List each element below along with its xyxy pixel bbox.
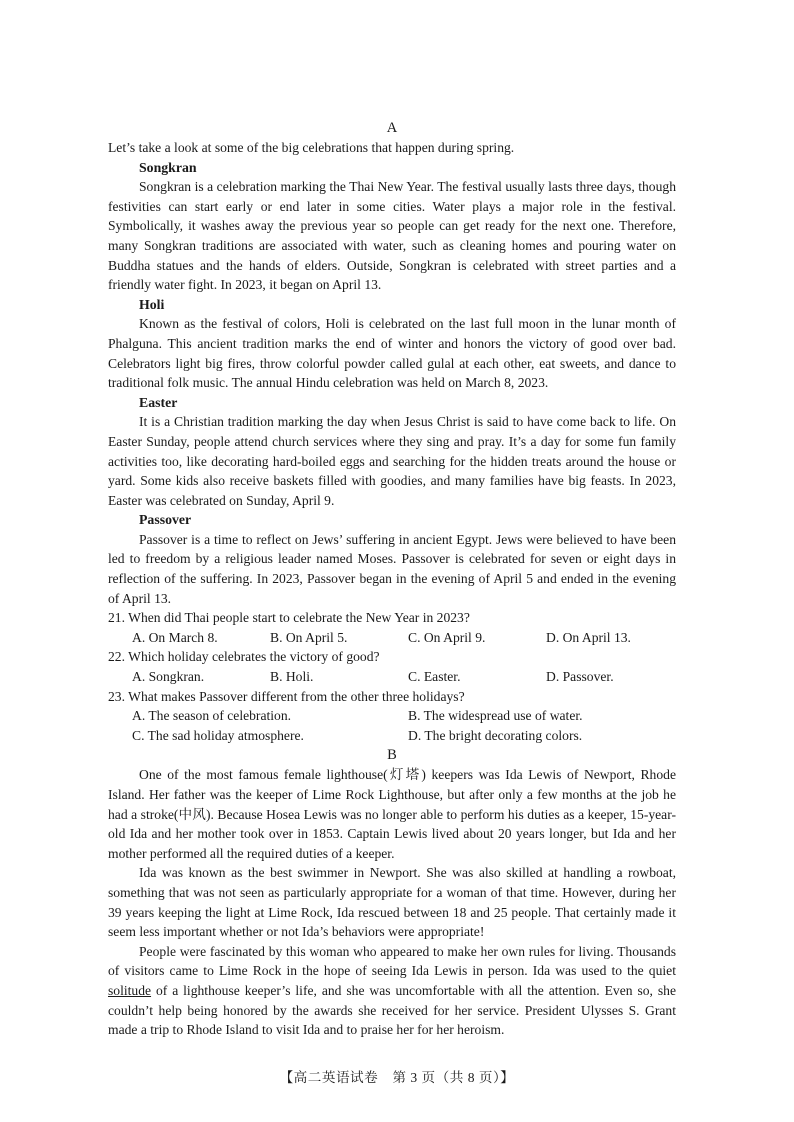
question-23 [108,687,676,746]
page-content [108,118,676,1040]
option-c[interactable]: C. On April 9. [408,629,486,645]
paragraph-songkran: Songkran is a celebration marking the Thai New Year. The festival usually lasts three days, though festivities can start early or end later in some cities. Water plays a major role in the festival. Symbolically, it washes away the previous year so people can get ready for the next one. Therefore, many Songkran traditions are associated with water, such as cleaning homes and pouring water on Buddha statues and the hands of elders. Outside, Songkran is celebrated with street parties and a friendly water fight. In 2023, it began on April 13. [108,179,676,293]
option-a[interactable]: A. On March 8. [132,629,218,645]
passage-b-letter: B [387,747,397,764]
heading-holi: Holi [139,296,165,312]
option-d[interactable]: D. Passover. [546,669,614,685]
paragraph-holi: Known as the festival of colors, Holi is celebrated on the last full moon in the lunar month of Phalguna. This ancient tradition marks the end of winter and honors the victory of good over bad. Celebrators light big fires, throw colorful powder called gulal at each other, eat sweets, and dance to traditional folk music. The annual Hindu celebration was held on March 8, 2023. [108,316,676,391]
option-d[interactable]: D. The bright decorating colors. [408,727,583,743]
option-b[interactable]: B. The widespread use of water. [408,708,583,724]
question-options [108,628,676,648]
paragraph-b-3-end: of a lighthouse keeper’s life, and she was uncomfortable with all the attention. Even so, she couldn’t help being honored by the awards she received for her service. President Ulysses S. Grant made a trip to Rhode Island to visit Ida and to praise her for her heroism. [108,982,676,1038]
paragraph-b-1: One of the most famous female lighthouse(灯塔) keepers was Ida Lewis of Newport, Rhode Island. Her father was the keeper of Lime Rock Lighthouse, but after only a few months at the job he had a stroke(中风). Because Hosea Lewis was no longer able to perform his duties as a keeper, 15-year-old Ida and her mother took over in 1853. Captain Lewis lived about 20 years longer, but Ida and her mother performed all the required duties of a keeper. [108,767,676,861]
page-footer: 【高二英语试卷 第 3 页（共 8 页）】 [279,1070,515,1085]
paragraph-passover: Passover is a time to reflect on Jews’ suffering in ancient Egypt. Jews were believed to have been led to freedom by a religious leader named Moses. Passover is celebrated for seven or eight days in reflection of the suffering. In 2023, Passover began in the evening of April 5 and ended in the evening of April 13. [108,531,676,606]
question-options [108,667,676,687]
passage-a-intro: Let’s take a look at some of the big celebrations that happen during spring. [108,140,515,155]
question-options [108,706,676,745]
question-stem: 23. What makes Passover different from the other three holidays? [108,688,465,704]
option-b[interactable]: B. Holi. [270,669,314,685]
option-c[interactable]: C. Easter. [408,669,461,685]
option-a[interactable]: A. Songkran. [132,669,205,685]
question-stem: 22. Which holiday celebrates the victory of good? [108,649,380,665]
passage-a-letter: A [386,120,398,136]
heading-passover: Passover [139,512,192,528]
option-a[interactable]: A. The season of celebration. [132,708,292,724]
paragraph-easter: It is a Christian tradition marking the day when Jesus Christ is said to have come back to life. On Easter Sunday, people attend church services where they sing and pray. It’s a day for some fun family activities too, like decorating hard-boiled eggs and searching for the hidden treats around the house or yard. Some kids also receive baskets filled with goodies, and many families have big feasts. In 2023, Easter was celebrated on Sunday, April 9. [108,414,676,508]
question-stem: 21. When did Thai people start to celebrate the New Year in 2023? [108,610,470,626]
underlined-word: solitude [108,982,152,998]
question-22 [108,647,676,686]
question-21 [108,608,676,647]
option-b[interactable]: B. On April 5. [270,629,348,645]
paragraph-b-3-start: People were fascinated by this woman who appeared to make her own rules for living. Thousands of visitors came to Lime Rock in the hope of seeing Ida Lewis in person. Ida was used to the quiet [108,943,676,979]
paragraph-b-3 [108,942,676,1040]
heading-easter: Easter [139,394,178,410]
option-c[interactable]: C. The sad holiday atmosphere. [132,727,304,743]
option-d[interactable]: D. On April 13. [546,629,631,645]
paragraph-b-2: Ida was known as the best swimmer in Newport. She was also skilled at handling a rowboat, something that was not seen as particularly appropriate for a woman of that time. However, during her 39 years keeping the light at Lime Rock, Ida rescued between 18 and 25 people. That certainly made it seem less important whether or not Ida’s behaviors were appropriate! [108,865,676,940]
heading-songkran: Songkran [139,159,197,175]
